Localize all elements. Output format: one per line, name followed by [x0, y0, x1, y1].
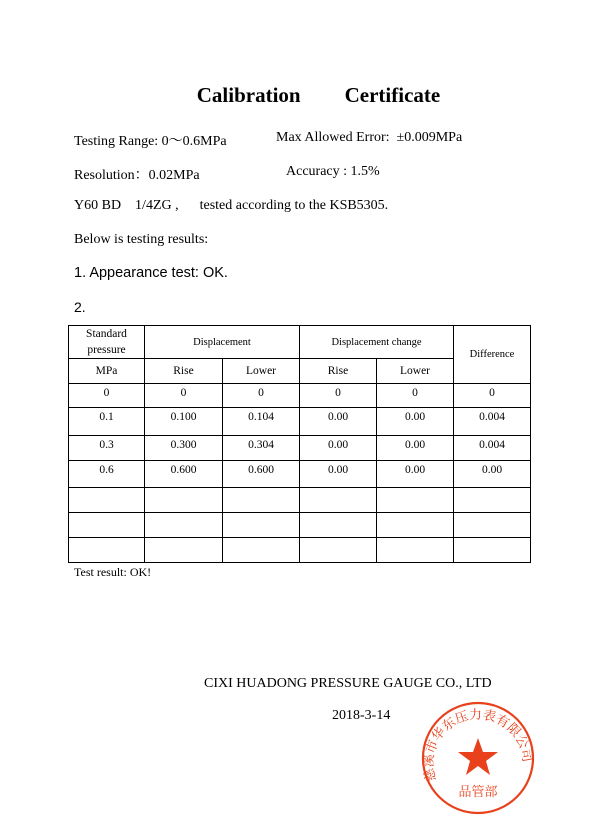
table-cell	[223, 513, 300, 538]
table-cell: 0.3	[69, 436, 145, 461]
table-cell: 0.004	[454, 408, 531, 436]
table-cell	[300, 488, 377, 513]
table-cell	[454, 513, 531, 538]
company-name: CIXI HUADONG PRESSURE GAUGE CO., LTD	[204, 676, 492, 691]
appearance-test: 1. Appearance test: OK.	[74, 265, 228, 281]
title-word-certificate: Certificate	[344, 83, 441, 107]
table-cell: 0	[377, 384, 454, 408]
table-cell: 0.00	[377, 408, 454, 436]
table-cell: 0.00	[377, 461, 454, 488]
table-cell	[69, 538, 145, 563]
max-allowed-error: Max Allowed Error: ±0.009MPa	[276, 130, 463, 145]
header-difference: Difference	[454, 326, 531, 384]
table-cell: 0.6	[69, 461, 145, 488]
table-cell	[145, 538, 223, 563]
table-cell: 0.00	[300, 436, 377, 461]
header-change-rise: Rise	[300, 359, 377, 384]
below-text: Below is testing results:	[74, 232, 209, 247]
table-cell	[145, 488, 223, 513]
item-2: 2.	[74, 299, 86, 315]
table-cell: 0	[300, 384, 377, 408]
results-table	[68, 325, 531, 563]
table-row	[69, 461, 531, 488]
resolution: Resolution：0.02MPa	[74, 168, 200, 183]
table-cell	[69, 513, 145, 538]
header-standard-pressure: Standard pressure	[69, 326, 145, 359]
table-row	[69, 513, 531, 538]
table-row	[69, 538, 531, 563]
table-row	[69, 436, 531, 461]
header-rise: Rise	[145, 359, 223, 384]
table-cell	[377, 538, 454, 563]
table-cell: 0.300	[145, 436, 223, 461]
table-cell: 0	[223, 384, 300, 408]
header-change-lower: Lower	[377, 359, 454, 384]
table-cell: 0	[69, 384, 145, 408]
table-cell: 0.104	[223, 408, 300, 436]
table-cell: 0.00	[300, 461, 377, 488]
title-word-calibration: Calibration	[196, 83, 301, 107]
table-cell: 0.600	[145, 461, 223, 488]
table-cell: 0	[454, 384, 531, 408]
table-row	[69, 408, 531, 436]
table-cell	[223, 488, 300, 513]
table-cell: 0.600	[223, 461, 300, 488]
header-lower: Lower	[223, 359, 300, 384]
table-cell	[300, 538, 377, 563]
table-cell: 0.00	[454, 461, 531, 488]
table-row	[69, 488, 531, 513]
table-cell	[223, 538, 300, 563]
table-cell: 0.100	[145, 408, 223, 436]
stamp-center-text: 品管部	[458, 784, 498, 799]
page-title	[0, 58, 616, 133]
accuracy: Accuracy : 1.5%	[286, 164, 380, 179]
table-cell	[454, 488, 531, 513]
table-row	[69, 384, 531, 408]
table-cell	[454, 538, 531, 563]
company-seal-stamp	[420, 700, 536, 816]
header-displacement-change: Displacement change	[300, 326, 454, 359]
table-cell: 0	[145, 384, 223, 408]
table-cell	[300, 513, 377, 538]
stamp-ring-text: 慈溪市华东压力表有限公司	[420, 706, 536, 783]
table-cell	[377, 513, 454, 538]
table-cell: 0.004	[454, 436, 531, 461]
table-cell	[69, 488, 145, 513]
date: 2018-3-14	[332, 708, 391, 723]
testing-range: Testing Range: 0～0.6MPa	[74, 134, 227, 149]
header-unit: MPa	[69, 359, 145, 384]
table-cell: 0.304	[223, 436, 300, 461]
table-cell	[377, 488, 454, 513]
table-cell: 0.1	[69, 408, 145, 436]
table-cell: 0.00	[300, 408, 377, 436]
star-icon	[458, 738, 498, 775]
table-cell: 0.00	[377, 436, 454, 461]
test-result: Test result: OK!	[74, 565, 152, 579]
model-line: Y60 BD 1/4ZG , tested according to the KSB5305.	[74, 198, 389, 213]
table-cell	[145, 513, 223, 538]
header-displacement: Displacement	[145, 326, 300, 359]
